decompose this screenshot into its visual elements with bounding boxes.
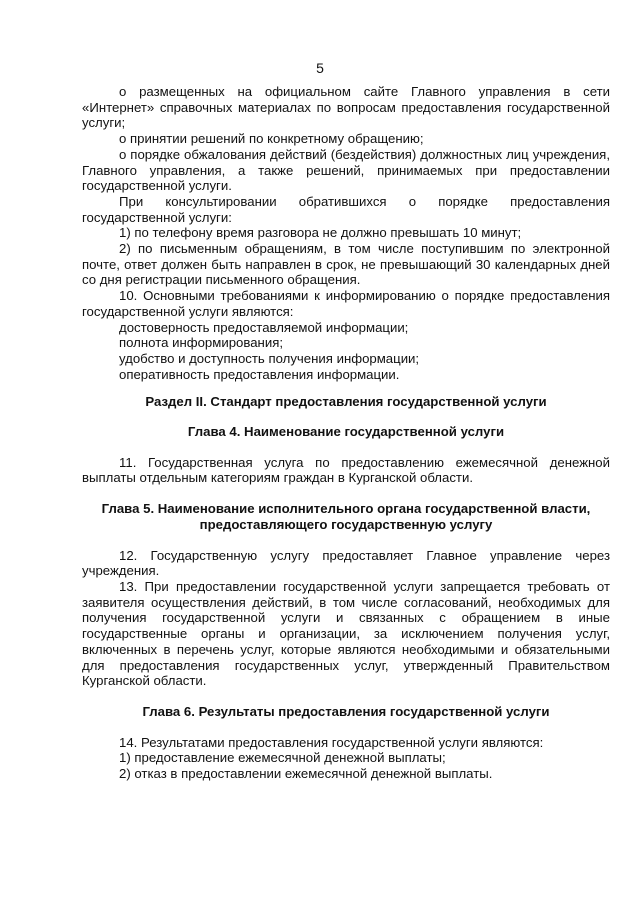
paragraph: о принятии решений по конкретному обращению; [119, 131, 424, 147]
paragraph: При консультировании обратившихся о порядке предоставления государственной услуги: [82, 193, 610, 225]
chapter-6-heading: Глава 6. Результаты предоставления государственной услуги [142, 703, 550, 719]
paragraph: 12. Государственную услугу предоставляет Главное управление через учреждения. [82, 547, 610, 579]
list-item: 2) отказ в предоставлении ежемесячной денежной выплаты. [119, 766, 493, 782]
list-item: оперативность предоставления информации. [119, 366, 400, 382]
section-heading: Раздел II. Стандарт предоставления государственной услуги [145, 394, 547, 410]
list-item: полнота информирования; [119, 335, 284, 351]
paragraph: о порядке обжалования действий (бездействия) должностных лиц учреждения, Главного управления, а также решений, принимаемых при предоставлении государственной услуги. [82, 146, 610, 194]
chapter-5-heading-line1: Глава 5. Наименование исполнительного органа государственной власти, [101, 501, 591, 517]
paragraph: 14. Результатами предоставления государственной услуги являются: [119, 734, 544, 750]
page-number: 5 [316, 60, 324, 76]
paragraph: 11. Государственная услуга по предоставлению ежемесячной денежной выплаты отдельным категориям граждан в Курганской области. [82, 454, 610, 486]
document-body [82, 84, 610, 782]
paragraph: о размещенных на официальном сайте Главного управления в сети «Интернет» справочных материалах по вопросам предоставления государственной услуги; [82, 84, 610, 131]
chapter-4-heading: Глава 4. Наименование государственной услуги [187, 424, 505, 440]
list-item: 1) предоставление ежемесячной денежной выплаты; [119, 750, 446, 766]
paragraph: 2) по письменным обращениям, в том числе поступившим по электронной почте, ответ должен быть направлен в срок, не превышающий 30 календарных дней со дня регистрации письменного обращения. [82, 241, 610, 288]
paragraph: 1) по телефону время разговора не должно превышать 10 минут; [119, 225, 522, 241]
paragraph: 10. Основными требованиями к информированию о порядке предоставления государственной услуги являются: [82, 288, 610, 319]
chapter-5-heading-line2: предоставляющего государственную услугу [199, 516, 493, 532]
list-item: достоверность предоставляемой информации; [119, 319, 409, 335]
list-item: удобство и доступность получения информации; [119, 350, 420, 366]
paragraph: 13. При предоставлении государственной услуги запрещается требовать от заявителя осуществления действий, в том числе согласований, необходимых для получения государственной услуги и связанных с обращением в иные государственные органы и организации, за исключением получения услуг, включенных в перечень услуг, которые являются необходимыми и обязательными для предоставления государственных услуг, утвержденный Правительством Курганской области. [82, 578, 610, 689]
